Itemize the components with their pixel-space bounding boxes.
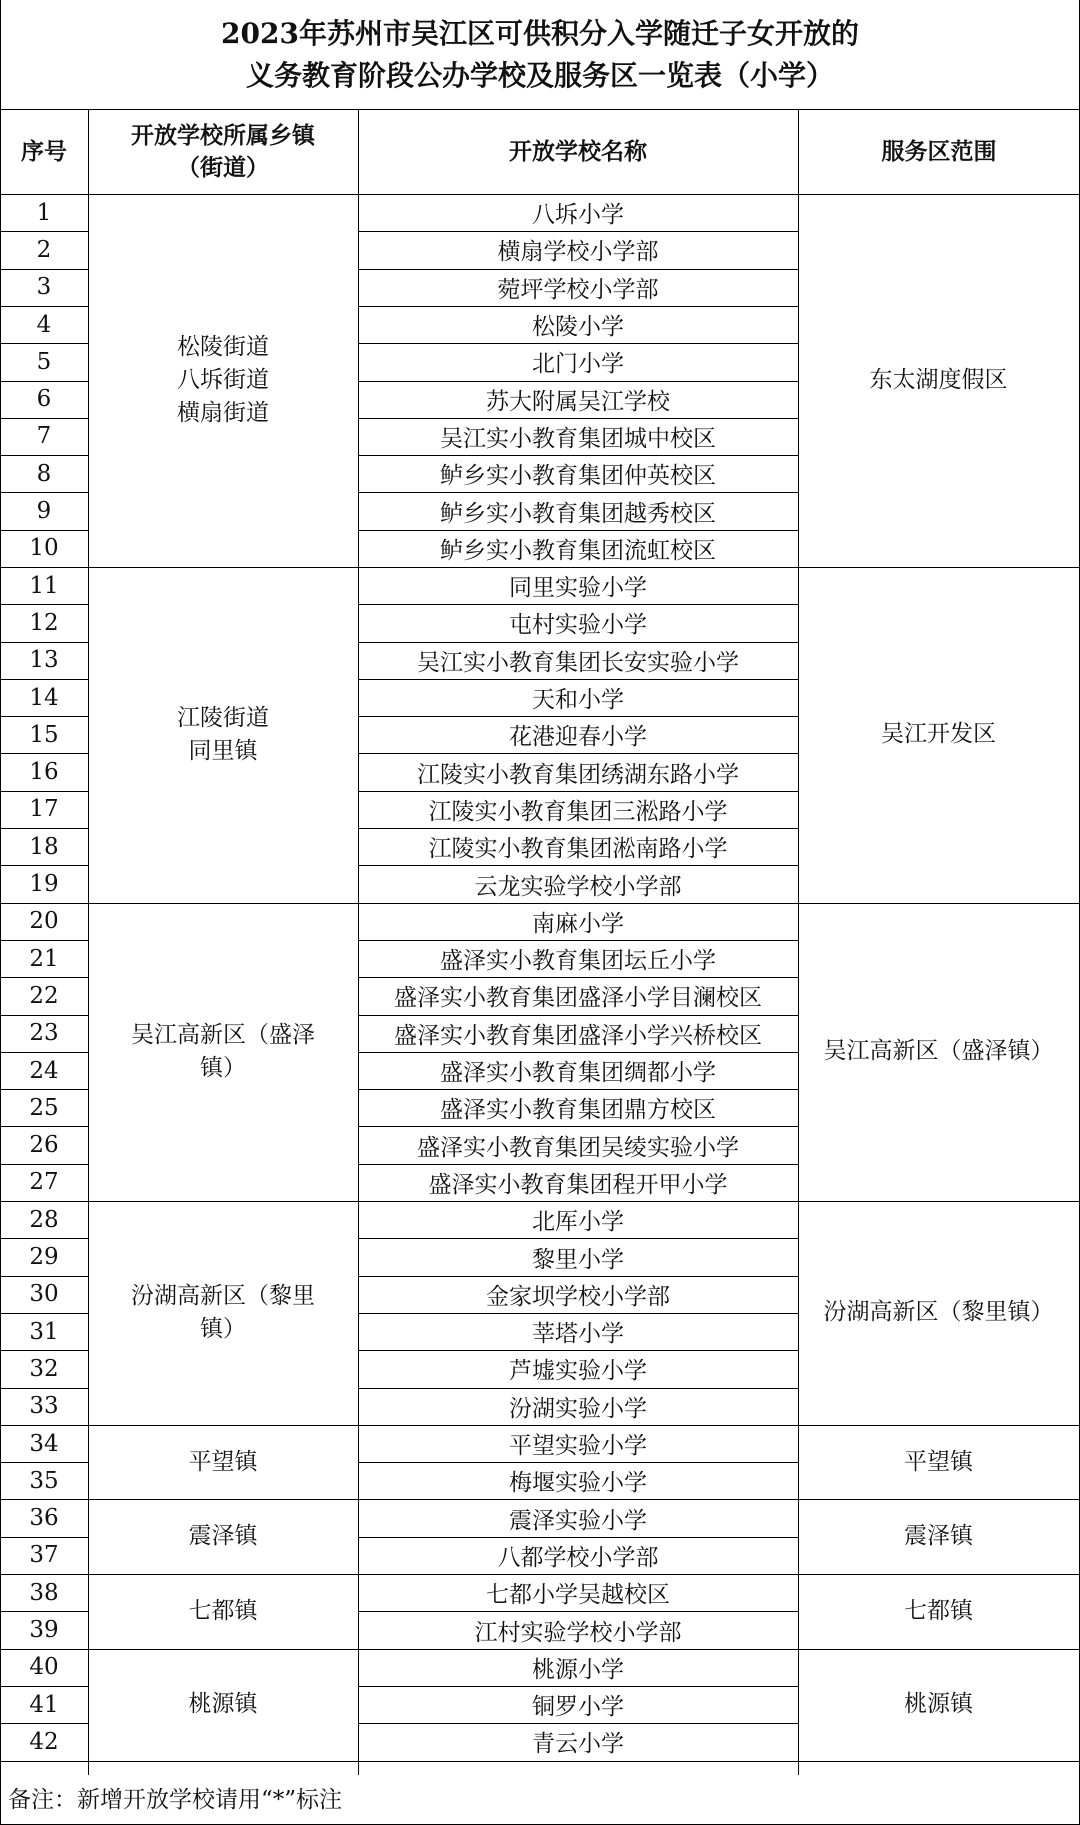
school-name: 盛泽实小教育集团鼎方校区 [440,1097,716,1124]
school-name: 黎里小学 [532,1246,624,1273]
school-name: 江陵实小教育集团绣湖东路小学 [417,761,739,788]
row-rule-school [358,828,798,829]
row-rule-seq [0,1015,88,1016]
row-rule-school [358,1537,798,1538]
school-name: 屯村实验小学 [509,612,647,639]
group-rule-town [88,567,358,568]
row-number: 27 [29,1169,59,1196]
row-number: 21 [29,945,59,972]
school-name: 盛泽实小教育集团盛泽小学兴桥校区 [394,1022,762,1049]
service-area-cell: 东太湖度假区 [869,367,1008,393]
town-cell [88,1574,358,1649]
group-rule-town [88,1761,358,1762]
school-name: 南麻小学 [532,910,624,937]
group-rule-service [798,1761,1080,1762]
column-rule-1 [88,110,89,1775]
school-name: 云龙实验学校小学部 [474,873,682,900]
row-number: 24 [29,1057,59,1084]
row-number: 33 [29,1393,59,1420]
row-rule-school [358,1499,798,1500]
row-rule-school [358,679,798,680]
row-number: 5 [36,348,52,375]
row-rule-seq [0,567,88,568]
row-rule-seq [0,1574,88,1575]
row-rule-school [358,1276,798,1277]
row-rule-seq [0,679,88,680]
row-rule-seq [0,716,88,717]
row-number: 40 [29,1654,59,1681]
title-line-2: 义务教育阶段公办学校及服务区一览表（小学） [245,58,834,92]
school-name: 鲈乡实小教育集团越秀校区 [440,500,716,527]
row-rule-school [358,977,798,978]
row-rule-school [358,492,798,493]
service-area-cell: 吴江开发区 [881,721,996,748]
row-rule-school [358,903,798,904]
row-number: 14 [29,684,59,711]
school-name: 盛泽实小教育集团吴绫实验小学 [417,1134,739,1161]
school-name: 金家坝学校小学部 [486,1283,670,1310]
header-school-label: 开放学校名称 [509,138,647,165]
row-number: 32 [29,1355,59,1382]
school-name: 北门小学 [532,351,624,378]
town-line: 桃源镇 [188,1691,258,1718]
row-rule-seq [0,1462,88,1463]
town-line: 镇） [200,1315,246,1342]
school-name: 江陵实小教育集团淞南路小学 [428,836,728,863]
row-number: 16 [29,759,59,786]
row-number: 8 [36,460,52,487]
row-rule-school [358,1574,798,1575]
row-rule-school [358,1649,798,1650]
row-rule-seq [0,343,88,344]
town-cell [88,1425,358,1500]
row-rule-school [358,306,798,307]
school-name: 江村实验学校小学部 [474,1619,682,1646]
row-rule-seq [0,1126,88,1127]
row-rule-seq [0,1089,88,1090]
row-rule-seq [0,1761,88,1762]
row-rule-seq [0,1649,88,1650]
row-number: 12 [29,609,59,636]
row-number: 1 [36,199,52,226]
row-number: 20 [29,908,59,935]
school-name: 苏大附属吴江学校 [486,388,670,415]
town-line: 汾湖高新区（黎里 [131,1282,315,1309]
header-rule [0,194,1080,195]
row-number: 29 [29,1244,59,1271]
row-number: 2 [36,236,52,263]
header-town-line-1: 开放学校所属乡镇 [131,122,315,149]
row-rule-seq [0,940,88,941]
left-border [0,0,1,1825]
town-cell [88,1649,358,1761]
school-name: 天和小学 [532,687,624,714]
row-rule-school [358,1462,798,1463]
school-name: 桃源小学 [532,1656,624,1683]
group-rule-town [88,1499,358,1500]
town-line: 同里镇 [188,737,258,764]
town-line: 吴江高新区（盛泽 [131,1021,315,1048]
service-area-cell: 汾湖高新区（黎里镇） [823,1299,1054,1326]
town-cell [88,903,358,1201]
row-rule-seq [0,1686,88,1687]
row-number: 30 [29,1281,59,1308]
row-rule-school [358,1425,798,1426]
row-rule-seq [0,1388,88,1389]
row-number: 13 [29,647,59,674]
school-name: 青云小学 [532,1731,624,1758]
town-line: 震泽镇 [188,1523,258,1550]
row-rule-seq [0,269,88,270]
row-rule-school [358,1313,798,1314]
row-number: 42 [29,1728,59,1755]
school-name: 横扇学校小学部 [497,239,659,266]
row-rule-seq [0,530,88,531]
school-name: 吴江实小教育集团城中校区 [440,425,716,452]
row-number: 41 [29,1691,59,1718]
row-rule-seq [0,1201,88,1202]
row-rule-school [358,530,798,531]
row-rule-seq [0,492,88,493]
school-name: 鲈乡实小教育集团流虹校区 [440,537,716,564]
group-rule-service [798,1201,1080,1202]
group-rule-service [798,1649,1080,1650]
row-number: 19 [29,871,59,898]
group-rule-town [88,1574,358,1575]
row-rule-seq [0,791,88,792]
row-number: 18 [29,833,59,860]
row-number: 22 [29,982,59,1009]
row-rule-school [358,1611,798,1612]
row-rule-school [358,269,798,270]
row-rule-school [358,642,798,643]
row-rule-seq [0,1313,88,1314]
school-name: 盛泽实小教育集团坛丘小学 [440,948,716,975]
town-line: 横扇街道 [177,400,269,426]
town-line: 八坼街道 [177,367,269,393]
row-rule-seq [0,1537,88,1538]
row-number: 25 [29,1094,59,1121]
row-rule-school [358,567,798,568]
row-number: 31 [29,1318,59,1345]
table-title [0,0,1080,110]
group-rule-service [798,903,1080,904]
row-number: 4 [36,311,52,338]
service-area-cell: 平望镇 [904,1448,973,1475]
row-rule-school [358,940,798,941]
row-rule-seq [0,381,88,382]
group-rule-service [798,1574,1080,1575]
row-rule-school [358,418,798,419]
row-number: 9 [36,498,52,525]
row-rule-seq [0,1238,88,1239]
header-town-line-2: （街道） [177,154,269,181]
school-name: 七都小学吴越校区 [486,1582,670,1609]
school-name: 梅堰实验小学 [509,1470,647,1497]
row-rule-school [358,1686,798,1687]
school-name: 鲈乡实小教育集团仲英校区 [440,463,716,490]
row-rule-seq [0,1611,88,1612]
school-name: 铜罗小学 [532,1694,624,1721]
row-number: 7 [36,423,52,450]
row-number: 26 [29,1132,59,1159]
row-number: 15 [29,721,59,748]
group-rule-town [88,1649,358,1650]
school-name: 汾湖实验小学 [509,1395,647,1422]
row-number: 6 [36,386,52,413]
row-rule-school [358,231,798,232]
row-rule-school [358,791,798,792]
row-rule-school [358,1052,798,1053]
row-rule-school [358,716,798,717]
row-number: 36 [29,1505,59,1532]
header-seq [0,110,88,194]
row-number: 28 [29,1206,59,1233]
title-line-1: 2023年苏州市吴江区可供积分入学随迁子女开放的 [221,16,859,50]
town-line: 江陵街道 [177,704,269,731]
row-rule-school [358,1723,798,1724]
row-number: 38 [29,1579,59,1606]
row-rule-school [358,1015,798,1016]
town-cell [88,194,358,567]
school-name: 莘塔小学 [532,1321,624,1348]
row-rule-school [358,753,798,754]
row-rule-seq [0,1723,88,1724]
group-rule-service [798,567,1080,568]
column-rule-3 [798,110,799,1775]
school-name: 菀坪学校小学部 [497,276,659,303]
row-rule-school [358,865,798,866]
school-name: 芦墟实验小学 [509,1358,647,1385]
row-rule-seq [0,1499,88,1500]
row-rule-school [358,1164,798,1165]
row-rule-seq [0,418,88,419]
school-name: 盛泽实小教育集团绸都小学 [440,1060,716,1087]
row-rule-school [358,1388,798,1389]
row-rule-school [358,1126,798,1127]
row-rule-seq [0,828,88,829]
school-name: 吴江实小教育集团长安实验小学 [417,649,739,676]
row-rule-seq [0,642,88,643]
school-name: 盛泽实小教育集团盛泽小学目澜校区 [394,985,762,1012]
row-rule-school [358,604,798,605]
row-rule-school [358,1089,798,1090]
group-rule-service [798,1425,1080,1426]
row-rule-school [358,455,798,456]
row-rule-seq [0,977,88,978]
row-rule-seq [0,1350,88,1351]
row-rule-seq [0,455,88,456]
service-area-cell: 七都镇 [904,1597,973,1624]
row-rule-school [358,343,798,344]
row-rule-seq [0,903,88,904]
town-line: 平望镇 [188,1448,258,1475]
row-rule-school [358,381,798,382]
header-town [88,110,358,194]
column-rule-2 [358,110,359,1775]
row-number: 37 [29,1542,59,1569]
school-name: 八都学校小学部 [497,1544,659,1571]
group-rule-town [88,903,358,904]
town-line: 松陵街道 [177,334,269,360]
school-name: 平望实验小学 [509,1433,647,1460]
header-school [358,110,798,194]
school-name: 八坼小学 [532,202,624,229]
school-name: 松陵小学 [532,314,624,341]
service-area-cell: 吴江高新区（盛泽镇） [823,1038,1054,1065]
row-rule-school [358,1201,798,1202]
town-line: 七都镇 [188,1597,258,1624]
row-rule-school [358,1238,798,1239]
town-cell [88,1201,358,1425]
school-name: 江陵实小教育集团三淞路小学 [428,798,728,825]
row-number: 35 [29,1467,59,1494]
header-service-label: 服务区范围 [881,138,997,165]
header-service [798,110,1080,194]
row-number: 34 [29,1430,59,1457]
row-number: 11 [29,572,59,599]
row-number: 10 [29,535,59,562]
row-number: 39 [29,1617,59,1644]
row-rule-seq [0,604,88,605]
service-area-cell: 震泽镇 [904,1523,973,1550]
row-rule-seq [0,1276,88,1277]
row-rule-seq [0,753,88,754]
school-name: 同里实验小学 [509,575,647,602]
row-rule-school [358,1350,798,1351]
town-line: 镇） [200,1054,246,1081]
header-seq-label: 序号 [21,138,67,165]
row-rule-seq [0,1052,88,1053]
row-rule-seq [0,1425,88,1426]
row-rule-seq [0,231,88,232]
footer-note: 备注：新增开放学校请用“*”标注 [8,1786,343,1813]
service-area-cell: 桃源镇 [904,1691,973,1718]
school-name: 震泽实验小学 [509,1507,647,1534]
row-number: 17 [29,796,59,823]
row-number: 3 [36,274,52,301]
row-rule-seq [0,1164,88,1165]
group-rule-town [88,1425,358,1426]
group-rule-service [798,1499,1080,1500]
row-number: 23 [29,1020,59,1047]
row-rule-seq [0,306,88,307]
row-rule-seq [0,865,88,866]
group-rule-town [88,1201,358,1202]
school-name: 盛泽实小教育集团程开甲小学 [428,1171,728,1198]
town-cell [88,1500,358,1575]
town-cell [88,567,358,903]
row-rule-school [358,1761,798,1762]
school-name: 北厍小学 [532,1209,624,1236]
school-name: 花港迎春小学 [509,724,647,751]
